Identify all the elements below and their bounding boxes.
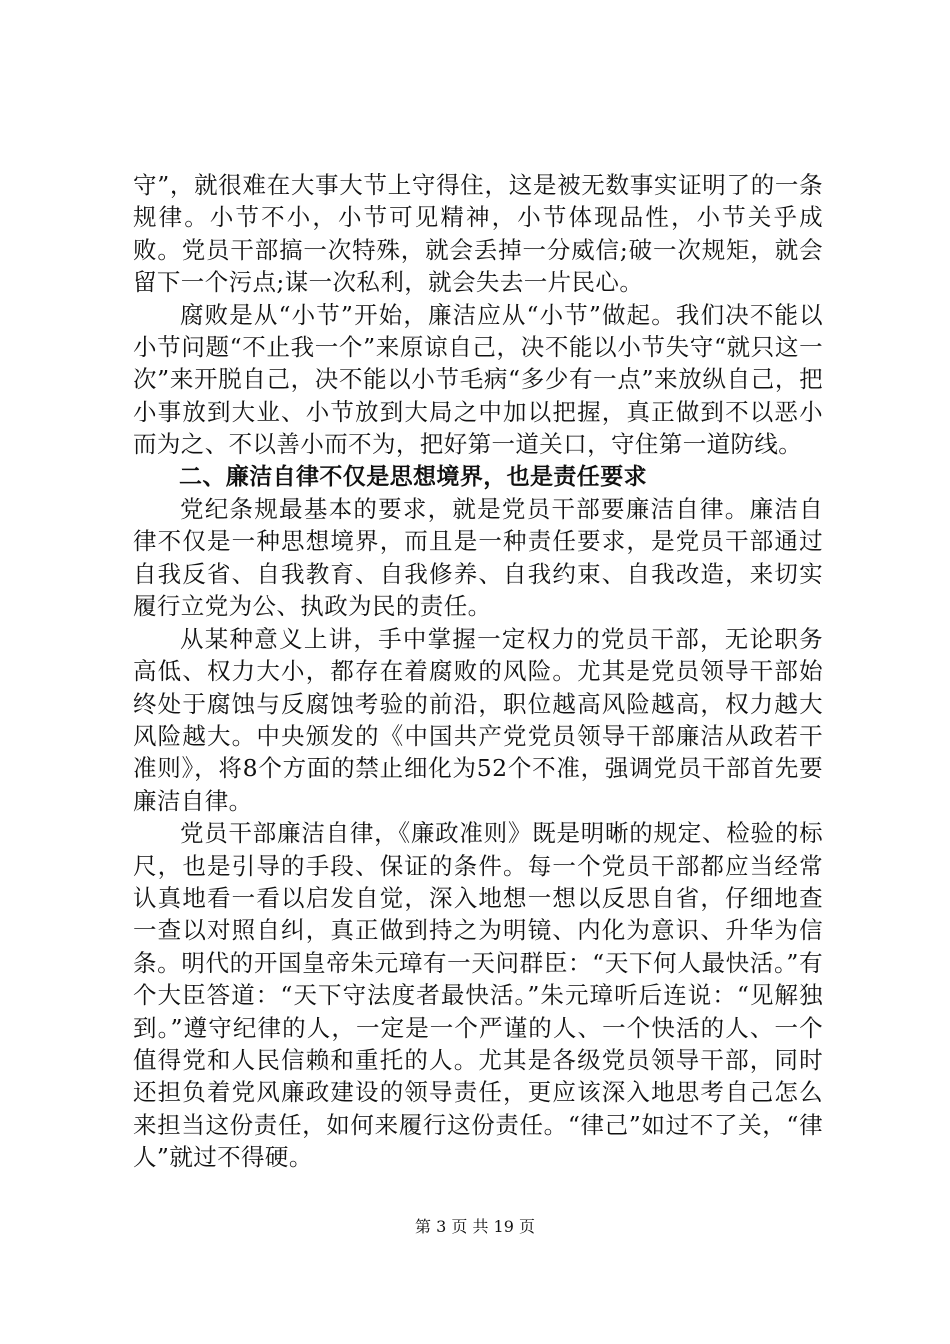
paragraph-2: 腐败是从“小节”开始，廉洁应从“小节”做起。我们决不能以小节问题“不止我一个”来原谅自己，决不能以小节失守“就只这一次”来开脱自己，决不能以小节毛病“多少有一点”来放纵自己，把小事放到大业、小节放到大局之中加以把握，真正做到不以恶小而为之、不以善小而不为，把好第一道关口，守住第一道防线。 — [133, 300, 823, 459]
page-number: 第 3 页 共 19 页 — [415, 1217, 535, 1236]
page-footer — [0, 1214, 950, 1237]
section-heading: 二、廉洁自律不仅是思想境界，也是责任要求 — [179, 463, 647, 490]
paragraph-5: 党员干部廉洁自律，《廉政准则》既是明晰的规定、检验的标尺，也是引导的手段、保证的条件。每一个党员干部都应当经常认真地看一看以启发自觉，深入地想一想以反思自省，仔细地查一查以对照自纠，真正做到持之为明镜、内化为意识、升华为信条。明代的开国皇帝朱元璋有一天问群臣：“天下何人最快活。”有个大臣答道：“天下守法度者最快活。”朱元璋听后连说：“见解独到。”遵守纪律的人，一定是一个严谨的人、一个快活的人、一个值得党和人民信赖和重托的人。尤其是各级党员领导干部，同时还担负着党风廉政建设的领导责任，更应该深入地思考自己怎么来担当这份责任，如何来履行这份责任。“律己”如过不了关，“律人”就过不得硬。 — [133, 819, 823, 1172]
paragraph-4: 从某种意义上讲，手中掌握一定权力的党员干部，无论职务高低、权力大小，都存在着腐败的风险。尤其是党员领导干部始终处于腐蚀与反腐蚀考验的前沿，职位越高风险越高，权力越大风险越大。中央颁发的《中国共产党党员领导干部廉洁从政若干准则》，将8个方面的禁止细化为52个不准，强调党员干部首先要廉洁自律。 — [133, 624, 823, 815]
paragraph-1: 守”，就很难在大事大节上守得住，这是被无数事实证明了的一条规律。小节不小，小节可见精神，小节体现品性，小节关乎成败。党员干部搞一次特殊，就会丢掉一分威信;破一次规矩，就会留下一个污点;谋一次私利，就会失去一片民心。 — [133, 171, 823, 297]
paragraph-3: 党纪条规最基本的要求，就是党员干部要廉洁自律。廉洁自律不仅是一种思想境界，而且是一种责任要求，是党员干部通过自我反省、自我教育、自我修养、自我约束、自我改造，来切实履行立党为公、执政为民的责任。 — [133, 495, 823, 621]
document-body — [133, 169, 823, 1174]
